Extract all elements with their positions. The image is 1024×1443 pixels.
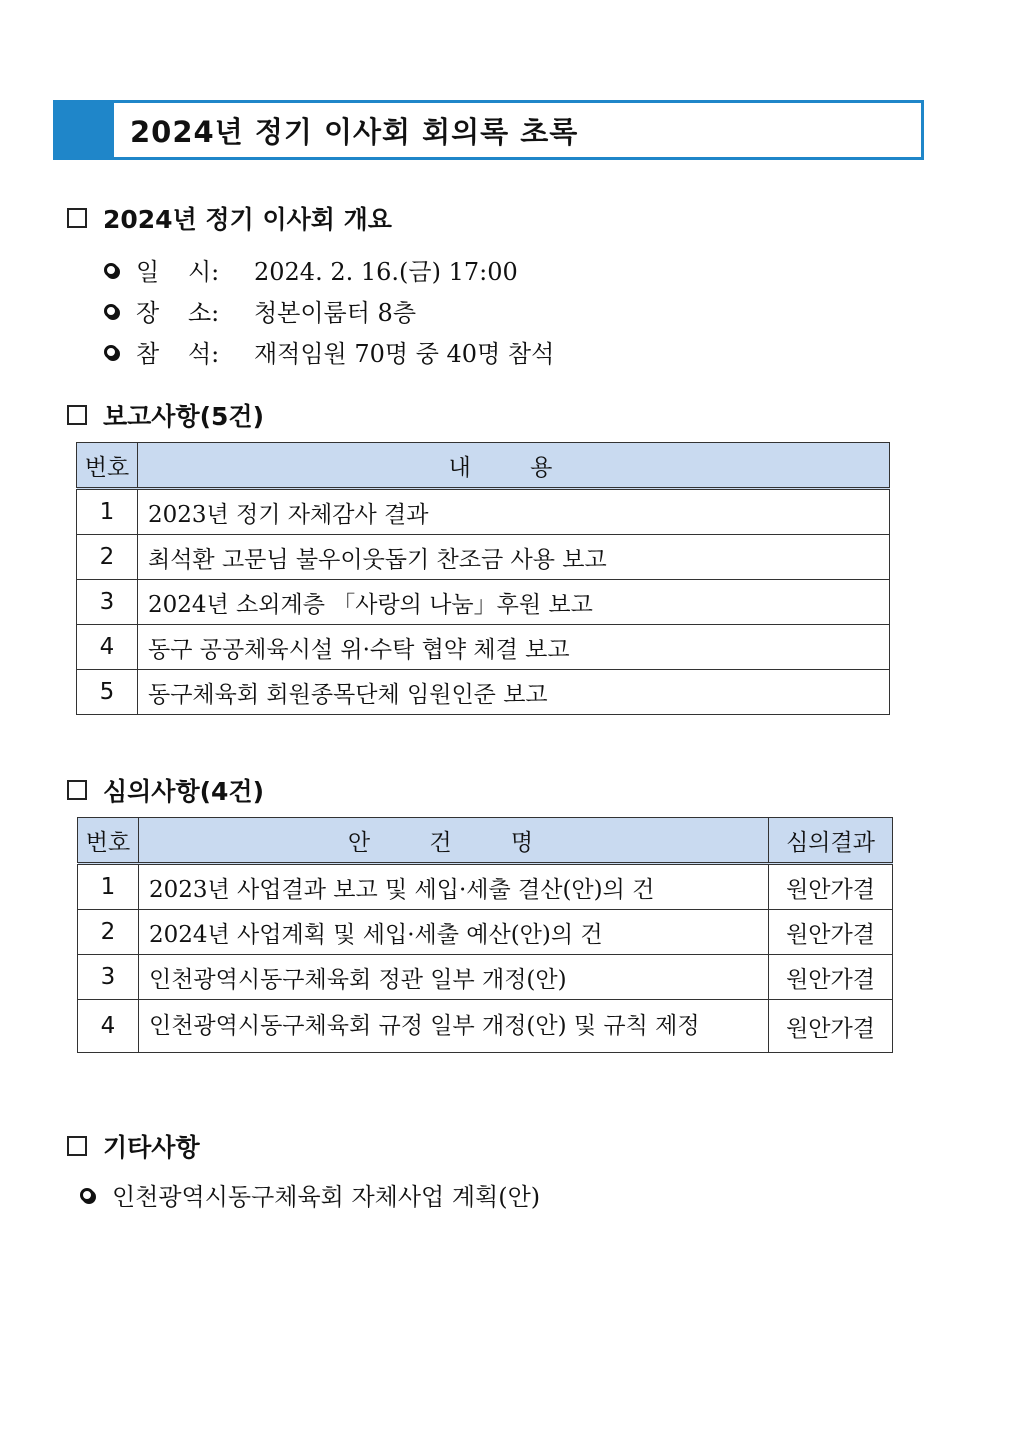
overview-item-attendance [104, 334, 554, 369]
row-number: 2 [77, 535, 138, 580]
square-bullet-icon [67, 405, 87, 425]
section-reports-heading [67, 397, 264, 433]
row-result: 원안가결 [769, 955, 893, 1000]
section-other-heading [67, 1128, 200, 1164]
col-header-content: 내 용 [138, 443, 890, 489]
row-number: 3 [78, 955, 139, 1000]
col-header-item: 안 건 명 [139, 818, 769, 864]
row-number: 2 [78, 910, 139, 955]
section-deliberations-title: 심의사항(4건) [103, 777, 264, 806]
table-row [77, 625, 890, 670]
circle-bullet-icon [104, 263, 118, 277]
table-header-row [78, 818, 893, 864]
section-overview-title: 2024년 정기 이사회 개요 [103, 205, 392, 234]
other-item-text: 인천광역시동구체육회 자체사업 계획(안) [112, 1183, 541, 1211]
row-number: 4 [78, 1000, 139, 1053]
row-number: 3 [77, 580, 138, 625]
other-item [80, 1177, 540, 1212]
deliberations-table [77, 817, 893, 1053]
title-banner [53, 100, 924, 160]
overview-item-place [104, 293, 416, 328]
row-result: 원안가결 [769, 864, 893, 910]
overview-label: 장 소: [136, 299, 220, 327]
reports-table [76, 442, 890, 715]
row-content: 최석환 고문님 불우이웃돕기 찬조금 사용 보고 [138, 535, 890, 580]
row-number: 4 [77, 625, 138, 670]
overview-value: 2024. 2. 16.(금) 17:00 [254, 258, 518, 286]
square-bullet-icon [67, 780, 87, 800]
circle-bullet-icon [80, 1188, 94, 1202]
row-content: 2023년 정기 자체감사 결과 [138, 489, 890, 535]
square-bullet-icon [67, 208, 87, 228]
overview-value: 재적임원 70명 중 40명 참석 [254, 340, 555, 368]
circle-bullet-icon [104, 304, 118, 318]
col-header-number: 번호 [77, 443, 138, 489]
overview-item-datetime [104, 252, 518, 287]
row-item: 인천광역시동구체육회 규정 일부 개정(안) 및 규칙 제정 [139, 1000, 769, 1053]
section-overview-heading [67, 200, 392, 236]
overview-value: 청본이룸터 8층 [254, 299, 417, 327]
table-row [77, 580, 890, 625]
row-number: 5 [77, 670, 138, 715]
table-row [78, 955, 893, 1000]
col-header-result: 심의결과 [769, 818, 893, 864]
table-row [77, 670, 890, 715]
overview-label: 참 석: [136, 340, 220, 368]
row-number: 1 [77, 489, 138, 535]
row-number: 1 [78, 864, 139, 910]
table-row [78, 910, 893, 955]
section-reports-title: 보고사항(5건) [103, 402, 264, 431]
table-row [77, 489, 890, 535]
row-item: 인천광역시동구체육회 정관 일부 개정(안) [139, 955, 769, 1000]
row-item: 2024년 사업계획 및 세입·세출 예산(안)의 건 [139, 910, 769, 955]
table-row [77, 535, 890, 580]
col-header-number: 번호 [78, 818, 139, 864]
row-content: 동구체육회 회원종목단체 임원인준 보고 [138, 670, 890, 715]
row-content: 2024년 소외계층 「사랑의 나눔」후원 보고 [138, 580, 890, 625]
section-deliberations-heading [67, 772, 264, 808]
table-row [78, 864, 893, 910]
row-item: 2023년 사업결과 보고 및 세입·세출 결산(안)의 건 [139, 864, 769, 910]
page-title: 2024년 정기 이사회 회의록 초록 [130, 114, 579, 149]
overview-label: 일 시: [136, 258, 220, 286]
section-other-title: 기타사항 [103, 1133, 200, 1162]
row-result: 원안가결 [769, 910, 893, 955]
row-content: 동구 공공체육시설 위·수탁 협약 체결 보고 [138, 625, 890, 670]
title-accent-bar [56, 103, 114, 157]
row-result: 원안가결 [769, 1000, 893, 1053]
table-header-row [77, 443, 890, 489]
square-bullet-icon [67, 1136, 87, 1156]
table-row [78, 1000, 893, 1053]
circle-bullet-icon [104, 345, 118, 359]
